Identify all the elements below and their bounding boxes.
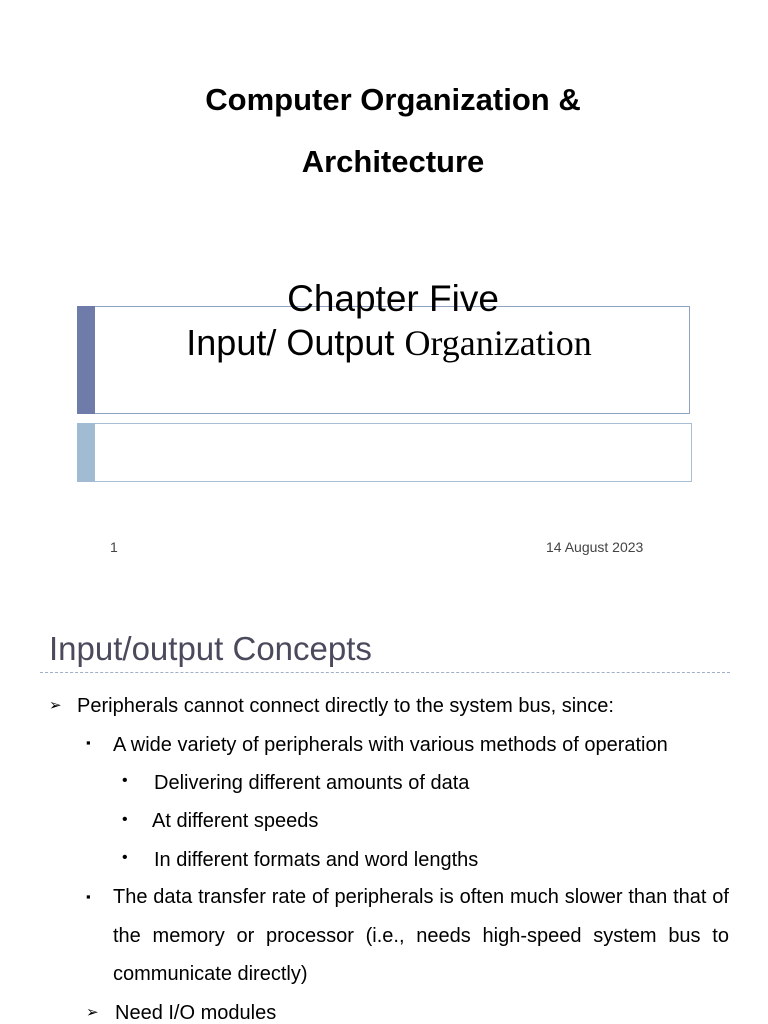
arrow-bullet-icon: ➢ [86, 1004, 99, 1021]
presentation-title-line-2: Architecture [301, 144, 485, 179]
chapter-title: Chapter Five [287, 278, 499, 319]
subtitle-accent-bar [77, 423, 95, 482]
bullet-item: The data transfer rate of peripherals is often much slower than that of the memory or processor (i.e., needs high-speed system bus to communicate directly) [113, 886, 729, 985]
arrow-bullet-icon: ➢ [49, 697, 62, 714]
heading-divider [40, 672, 730, 673]
dot-bullet-icon: • [122, 772, 128, 789]
bullet-item: A wide variety of peripherals with various methods of operation [113, 734, 668, 756]
slide-date: 14 August 2023 [546, 539, 644, 555]
slide-number: 1 [110, 539, 118, 555]
square-bullet-icon: ▪ [86, 889, 91, 904]
bullet-item: Need I/O modules [115, 1002, 277, 1024]
section-heading: Input/output Concepts [49, 630, 372, 667]
chapter-subtitle-part-2: Organization [404, 323, 592, 363]
bullet-item: Delivering different amounts of data [154, 772, 470, 794]
subtitle-box [77, 423, 692, 482]
chapter-subtitle [0, 322, 768, 364]
dot-bullet-icon: • [122, 849, 128, 866]
bullet-item: At different speeds [152, 810, 319, 832]
square-bullet-icon: ▪ [86, 735, 91, 750]
bullet-item: In different formats and word lengths [154, 849, 479, 871]
bullet-item: Peripherals cannot connect directly to the system bus, since: [77, 695, 614, 717]
chapter-subtitle-part-1: Input/ Output [186, 322, 405, 363]
presentation-title-line-1: Computer Organization & [205, 82, 581, 117]
dot-bullet-icon: • [122, 811, 128, 828]
